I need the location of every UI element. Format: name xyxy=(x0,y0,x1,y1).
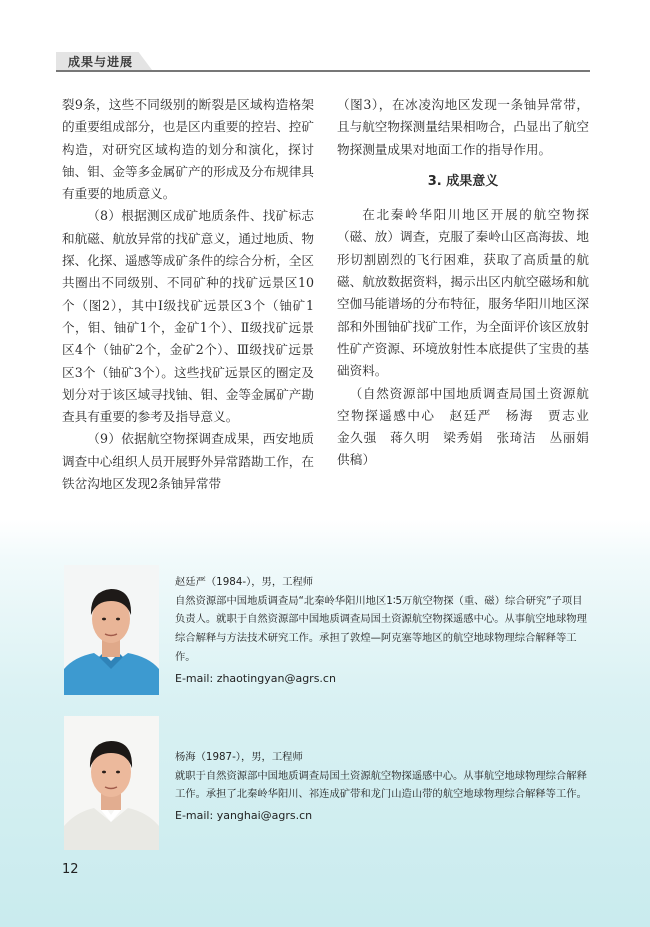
contributors-credit: （自然资源部中国地质调查局国土资源航空物探遥感中心 赵廷严 杨海 贾志业 金久强 蒋久明 梁秀娟 张琦洁 丛丽娟供稿） xyxy=(337,385,602,468)
left-paragraph-3: （9）依据航空物探调查成果，西安地质调查中心组织人员开展野外异常踏勘工作，在铁岔沟地区发现2条铀异常带 xyxy=(62,431,314,492)
right-paragraph-1: （图3），在冰凌沟地区发现一条铀异常带，且与航空物探测量结果相吻合，凸显出了航空物探测量成果对地面工作的指导作用。 xyxy=(337,97,589,157)
author-bio-zhao xyxy=(175,573,590,688)
author-bio-yang xyxy=(175,748,590,826)
author-email-zhao: E-mail: zhaotingyan@agrs.cn xyxy=(175,671,336,685)
page-number: 12 xyxy=(62,862,79,877)
author-name-zhao: 赵廷严（1984-），男，工程师 xyxy=(175,576,314,588)
left-paragraph-1: 裂9条，这些不同级别的断裂是区域构造格架的重要组成部分，也是区内重要的控岩、控矿构造，对研究区域构造的划分和演化，探讨铀、钼、金等多金属矿产的形成及分布规律具有重要的地质意义。 xyxy=(62,97,314,202)
right-paragraph-2: 在北秦岭华阳川地区开展的航空物探（磁、放）调查，克服了秦岭山区高海拔、地形切割剧烈的飞行困难，获取了高质量的航磁、航放数据资料，揭示出区内航空磁场和航空伽马能谱场的分布特征，服务华阳川地区深部和外围铀矿找矿工作，为全面评价该区放射性矿产资源、环境放射性本底提供了宝贵的基础资料。 xyxy=(337,207,589,379)
author-description-zhao: 自然资源部中国地质调查局“北秦岭华阳川地区1∶5万航空物探（重、磁）综合研究”子项目负责人。就职于自然资源部中国地质调查局国土资源航空物探遥感中心。从事航空地球物理综合解释与方法技术研究工作。承担了敦煌—阿克塞等地区的航空地球物理综合解释等工作。 xyxy=(175,594,587,663)
header-rule xyxy=(56,70,590,72)
right-column xyxy=(337,94,602,472)
section-header-label: 成果与进展 xyxy=(68,55,134,69)
left-column xyxy=(62,94,314,495)
section-title: 3. 成果意义 xyxy=(427,173,499,189)
author-photo-zhao xyxy=(64,565,159,695)
author-name-yang: 杨海（1987-），男，工程师 xyxy=(175,751,303,763)
author-photo-yang xyxy=(64,716,159,850)
author-email-yang: E-mail: yanghai@agrs.cn xyxy=(175,809,313,823)
author-description-yang: 就职于自然资源部中国地质调查局国土资源航空物探遥感中心。从事航空地球物理综合解释工作。承担了北秦岭华阳川、祁连成矿带和龙门山造山带的航空地球物理综合解释等工作。 xyxy=(175,769,587,801)
left-paragraph-2: （8）根据测区成矿地质条件、找矿标志和航磁、航放异常的找矿意义，通过地质、物探、化探、遥感等成矿条件的综合分析，全区共圈出不同级别、不同矿种的找矿远景区10个（图2），其中Ⅰ级找矿远景区3个（铀矿1个，钼、铀矿1个，金矿1个）、Ⅱ级找矿远景区4个（铀矿2个，金矿2个）、Ⅲ级找矿远景区3个（铀矿3个）。这些找矿远景区的圈定及划分对于该区域寻找铀、钼、金等金属矿产勘查具有重要的参考及指导意义。 xyxy=(62,208,314,425)
